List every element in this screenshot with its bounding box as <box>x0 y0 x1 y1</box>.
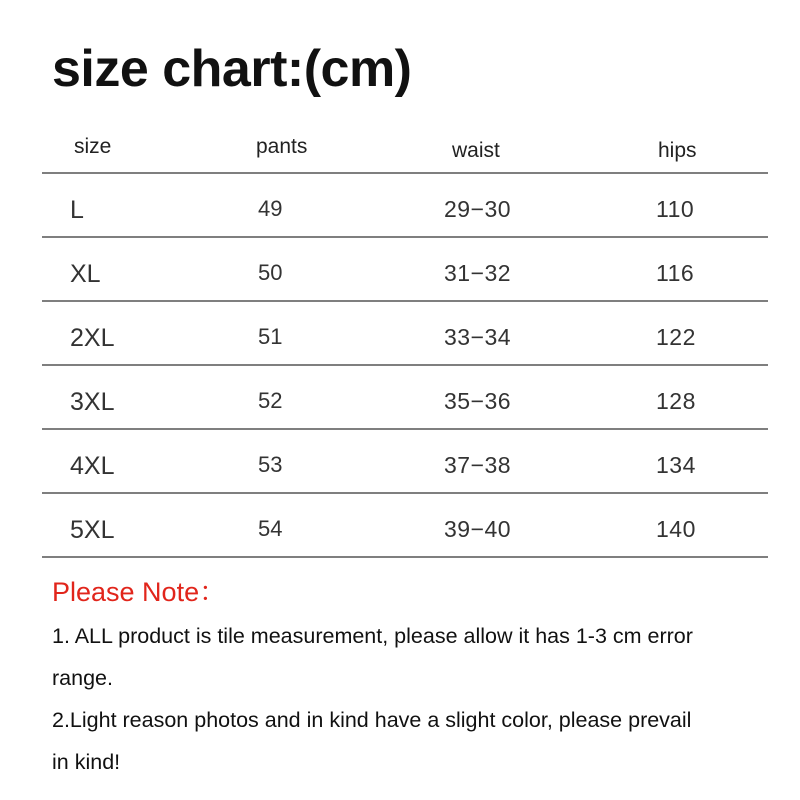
table-row <box>42 302 768 366</box>
page-title: size chart:(cm) <box>52 40 412 98</box>
note-line: 1. ALL product is tile measurement, please allow it has 1-3 cm error <box>52 624 693 648</box>
header-size: size <box>74 135 112 158</box>
cell-pants: 52 <box>258 388 283 413</box>
header-pants: pants <box>256 135 308 158</box>
size-table <box>42 120 768 558</box>
cell-waist: 31−32 <box>444 260 512 286</box>
note-line: in kind! <box>52 750 121 774</box>
cell-hips: 134 <box>656 452 696 478</box>
cell-size: 5XL <box>70 516 115 544</box>
cell-size: XL <box>70 260 101 288</box>
cell-hips: 122 <box>656 324 696 350</box>
cell-size: 3XL <box>70 388 115 416</box>
cell-waist: 35−36 <box>444 388 512 414</box>
cell-pants: 53 <box>258 452 283 477</box>
cell-waist: 29−30 <box>444 196 512 222</box>
cell-hips: 140 <box>656 516 696 542</box>
cell-pants: 51 <box>258 324 283 349</box>
cell-hips: 116 <box>656 260 695 286</box>
table-row <box>42 366 768 430</box>
cell-waist: 37−38 <box>444 452 512 478</box>
note-title: Please Note： <box>52 577 227 607</box>
header-waist: waist <box>452 139 500 162</box>
note-line: range. <box>52 666 113 690</box>
table-row <box>42 174 768 238</box>
cell-waist: 39−40 <box>444 516 512 542</box>
table-header-row <box>42 120 768 174</box>
cell-hips: 110 <box>656 196 695 222</box>
cell-waist: 33−34 <box>444 324 512 350</box>
cell-size: 2XL <box>70 324 115 352</box>
cell-size: 4XL <box>70 452 115 480</box>
cell-pants: 54 <box>258 516 283 541</box>
note-line: 2.Light reason photos and in kind have a slight color, please prevail <box>52 708 692 732</box>
table-row <box>42 238 768 302</box>
cell-hips: 128 <box>656 388 696 414</box>
table-row <box>42 494 768 558</box>
cell-pants: 49 <box>258 196 283 221</box>
table-row <box>42 430 768 494</box>
note-body <box>52 615 782 783</box>
header-hips: hips <box>658 139 697 162</box>
cell-pants: 50 <box>258 260 283 285</box>
cell-size: L <box>70 196 84 224</box>
